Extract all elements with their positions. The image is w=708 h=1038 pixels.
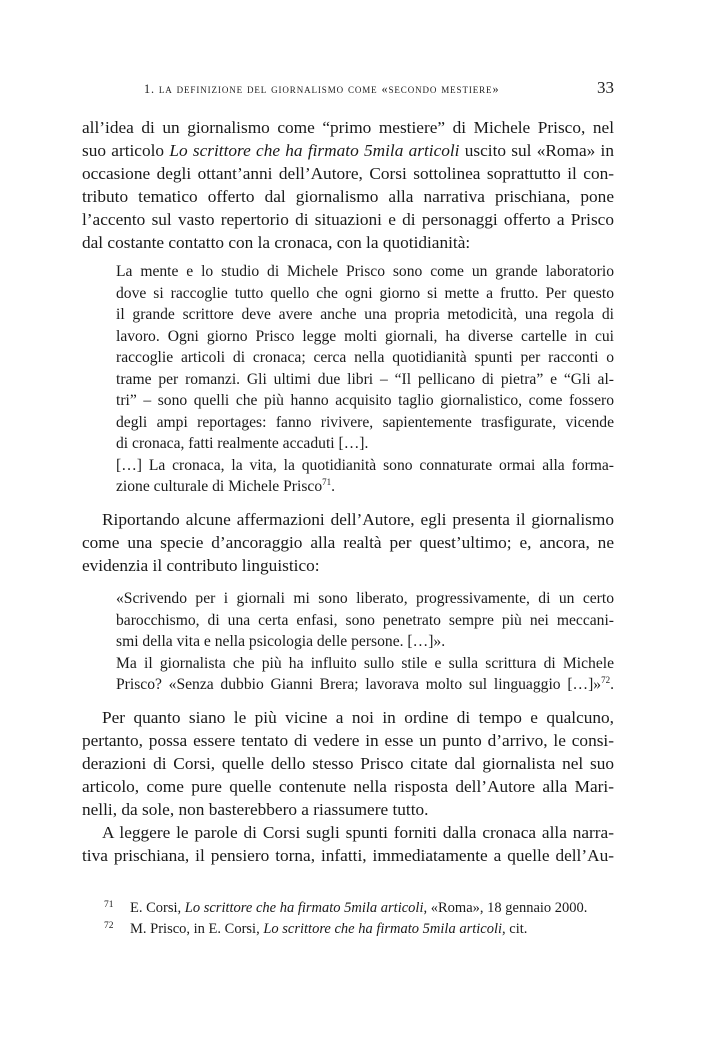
paragraph-2 — [82, 508, 614, 577]
text-line: evidenzia il contributo linguistico: — [82, 556, 320, 575]
footnote-ref-72[interactable]: 72 — [601, 675, 611, 685]
text-line: all’idea di un giornalismo come “primo mestiere” di Michele Prisco, nel — [82, 118, 614, 137]
article-title: Lo scrittore che ha firmato 5mila articoli — [263, 921, 503, 937]
footnotes — [100, 898, 620, 940]
text-line: tributo tematico offerto dal giornalismo alla narrativa prischiana, pone — [82, 187, 614, 206]
block-quote-1 — [116, 261, 614, 498]
quote-line: di cronaca, fatti realmente accaduti […]. — [116, 435, 369, 452]
running-head — [82, 80, 614, 102]
quote-line: La mente e lo studio di Michele Prisco sono come un grande laboratorio — [116, 263, 614, 280]
paragraph-3 — [82, 706, 614, 821]
text-line: l’accento sul vasto repertorio di situazioni e di personaggi offerto a Prisco — [82, 210, 614, 229]
text-line: Riportando alcune affermazioni dell’Autore, egli presenta il giornalismo — [102, 510, 614, 529]
quote-line: Ma il giornalista che più ha influito sullo stile e sulla scrittura di Michele — [116, 654, 614, 672]
paragraph-1 — [82, 116, 614, 254]
quote-line: Prisco? «Senza dubbio Gianni Brera; lavorava molto sul linguaggio […]»$^{72}$. — [116, 675, 614, 693]
quote-line: degli ampi reportages: fanno rivivere, sapientemente trasfigurate, vicende — [116, 413, 614, 431]
text-line: occasione degli ottant’anni dell’Autore, Corsi sottolinea soprattutto il con- — [82, 164, 614, 183]
quote-line: […] La cronaca, la vita, la quotidianità sono connaturate ormai alla forma- — [116, 456, 614, 474]
quote-line: dove si raccoglie tutto quello che ogni giorno si mette a frutto. Per questo — [116, 284, 614, 302]
quote-line: raccoglie articoli di cronaca; cerca nella quotidianità spunti per racconti o — [116, 349, 614, 366]
quote-line: il grande scrittore deve avere anche una propria metodicità, una regola di — [116, 306, 614, 323]
text-line: Per quanto siano le più vicine a noi in ordine di tempo e qualcuno, — [102, 708, 614, 727]
block-quote-2 — [116, 588, 614, 696]
chapter-title: 1. la definizione del giornalismo come «secondo mestiere» — [144, 82, 500, 96]
text-line: A leggere le parole di Corsi sugli spunti forniti dalla cronaca alla narra- — [102, 823, 614, 842]
text-line: pertanto, possa essere tentato di vedere in esse un punto d’arrivo, le consi- — [82, 731, 614, 750]
quote-line: «Scrivendo per i giornali mi sono liberato, progressivamente, di un certo — [116, 590, 614, 607]
text-line: derazioni di Corsi, quelle dello stesso Prisco citate dal giornalista nel suo — [82, 754, 614, 773]
quote-line: smi della vita e nella psicologia delle persone. […]». — [116, 633, 446, 650]
text-line: nelli, da sole, non basterebbero a riassumere tutto. — [82, 800, 429, 819]
footnote-ref-71[interactable]: 71 — [322, 477, 332, 487]
quote-line: barocchismo, di una certa enfasi, sono penetrato sempre più nei meccani- — [116, 611, 614, 629]
text-line: suo articolo Lo scrittore che ha firmato 5mila articoli uscito sul «Roma» in — [82, 141, 614, 160]
quote-line: lavoro. Ogni giorno Prisco legge molti giornali, ha diverse cartelle in cui — [116, 327, 614, 345]
text-line: dal costante contatto con la cronaca, con la quotidianità: — [82, 233, 471, 252]
footnote-72: 72 M. Prisco, in E. Corsi, Lo scrittore che ha firmato 5mila articoli, cit. — [104, 921, 528, 937]
footnote-71: 71 E. Corsi, Lo scrittore che ha firmato 5mila articoli, «Roma», 18 gennaio 2000. — [104, 900, 588, 916]
paragraph-4 — [82, 821, 614, 867]
text-line: come una specie d’ancoraggio alla realtà per quest’ultimo; e, ancora, ne — [82, 533, 614, 552]
page-number: 33 — [597, 78, 614, 97]
article-title: Lo scrittore che ha firmato 5mila articoli — [169, 141, 460, 160]
text-line: tiva prischiana, il pensiero torna, infatti, immediatamente a quelle dell’Au- — [82, 846, 614, 865]
quote-line: zione culturale di Michele Prisco$^{71}$. — [116, 477, 336, 495]
quote-line: trame per romanzi. Gli ultimi due libri – “Il pellicano di pietra” e “Gli al- — [116, 370, 614, 388]
article-title: Lo scrittore che ha firmato 5mila articoli — [184, 900, 424, 916]
text-line: articolo, come pure quelle contenute nella risposta dell’Autore alla Mari- — [82, 777, 614, 796]
quote-line: tri” – sono quelli che più hanno acquisito taglio giornalistico, come fossero — [116, 392, 614, 409]
